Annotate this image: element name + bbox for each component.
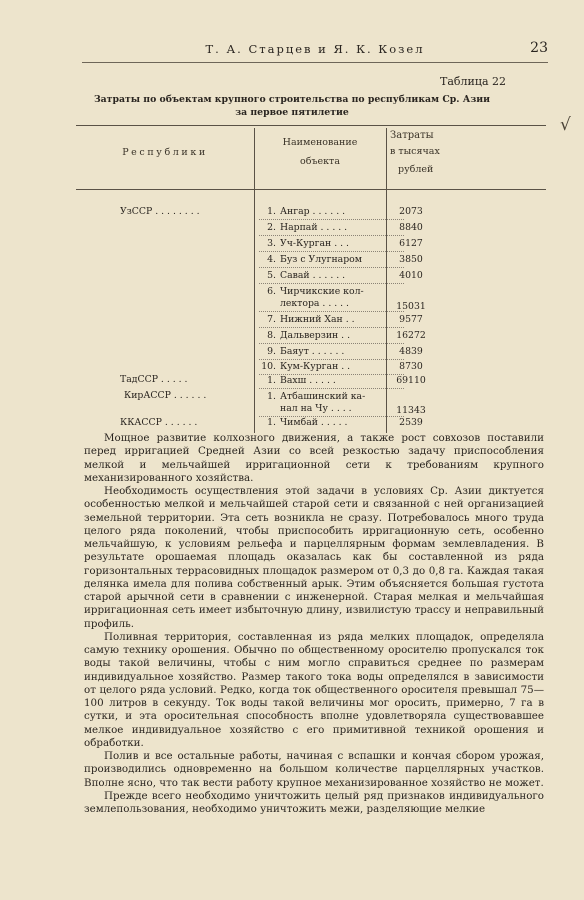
- object-name: Дальверзин . .: [280, 330, 351, 341]
- running-title: Т. А. Старцев и Я. К. Козел: [205, 42, 425, 56]
- header-object-line-1: Наименование: [282, 137, 358, 148]
- cost-value: 11343: [396, 405, 426, 416]
- object-name-continuation: нал на Чу . . . .: [280, 403, 352, 414]
- paragraph: Полив и все остальные работы, начиная с вспашки и кончая сбором урожая, производились одновременно на большом количестве парцеллярных участков. Вполне ясно, что так вести работу крупное механизированное хозяйство не может.: [84, 750, 544, 789]
- paragraph: Мощное развитие колхозного движения, а также рост совхозов поставили перед ирригацией Средней Азии со всей резкостью задачу приспособления мелкой и мельчайшей ирригационной сети к требованиям крупного механизированного хозяйства.: [84, 432, 544, 484]
- page-number: 23: [530, 40, 548, 56]
- cost-value: 8840: [399, 222, 423, 233]
- row-number: 6.: [267, 286, 276, 297]
- object-name: Ангар . . . . . .: [280, 206, 346, 217]
- paragraph: Прежде всего необходимо уничтожить целый ряд признаков индивидуального землепользования, необходимо уничтожить межи, разделяющие мелкие: [84, 789, 544, 815]
- cost-value: 2073: [399, 206, 423, 217]
- running-header: [82, 42, 548, 63]
- row-number: 2.: [267, 222, 276, 233]
- row-number: 5.: [267, 270, 276, 281]
- row-separator: [259, 359, 404, 360]
- row-number: 1.: [267, 417, 276, 428]
- table-header-rule: [76, 189, 546, 190]
- republic-name: ККАССР . . . . . .: [120, 417, 198, 428]
- cost-value: 8730: [399, 361, 423, 372]
- header-republics: Республики: [122, 147, 208, 158]
- row-separator: [259, 267, 404, 268]
- row-separator: [259, 311, 404, 312]
- row-number: 8.: [267, 330, 276, 341]
- row-separator: [259, 219, 404, 220]
- row-separator: [259, 343, 404, 344]
- cost-value: 3850: [399, 254, 423, 265]
- row-separator: [259, 327, 404, 328]
- row-number: 4.: [267, 254, 276, 265]
- row-number: 3.: [267, 238, 276, 249]
- republic-name: ТадССР . . . . .: [120, 374, 188, 385]
- row-number: 7.: [267, 314, 276, 325]
- cost-value: 6127: [399, 238, 423, 249]
- table-caption-line-1: Затраты по объектам крупного строительства по республикам Ср. Азии: [93, 94, 491, 105]
- body-text: [84, 432, 544, 816]
- object-name: Кум-Курган . .: [280, 361, 351, 372]
- object-name: Баяут . . . . . .: [280, 346, 345, 357]
- row-separator: [259, 283, 404, 284]
- table-column-divider: [254, 128, 255, 433]
- cost-value: 4839: [399, 346, 423, 357]
- cost-value: 69110: [396, 375, 426, 386]
- row-number: 1.: [267, 375, 276, 386]
- row-number: 9.: [267, 346, 276, 357]
- object-name: Чимбай . . . . .: [280, 417, 348, 428]
- cost-value: 15031: [396, 301, 426, 312]
- row-number: 1.: [267, 391, 276, 402]
- header-cost-line-3: рублей: [398, 164, 434, 175]
- object-name-continuation: лектора . . . . .: [280, 298, 350, 309]
- table-top-rule: [76, 125, 546, 126]
- row-number: 10.: [261, 361, 276, 372]
- check-mark-icon: √: [560, 115, 571, 135]
- object-name: Вахш . . . . .: [280, 375, 336, 386]
- cost-value: 4010: [399, 270, 423, 281]
- row-number: 1.: [267, 206, 276, 217]
- object-name: Буз с Улугнаром: [280, 254, 362, 265]
- republic-name: КирАССР . . . . . .: [124, 390, 207, 401]
- header-object-line-2: объекта: [300, 156, 340, 167]
- paragraph: Необходимость осуществления этой задачи в условиях Ср. Азии диктуется особенностью мелкой и мельчайшей старой сети и связанной с ней организацией земельной территории. Эта сеть возникла не сразу. Потребовалось много труда целого ряда поколений, чтобы приспособить ирригационную сеть, особенно мельчайшую, к условиям рельефа и парцеллярным формам землевладения. В результате орошаемая площадь оказалась как бы составленной из ряда горизонтальных террасовидных площадок размером от 0,3 до 0,8 га. Каждая такая делянка имела для полива собственный арык. Этим объясняется большая густота старой арычной сети в сравнении с инженерной. Старая мелкая и мельчайшая ирригационная сеть имеет избыточную длину, извилистую трассу и неправильный профиль.: [84, 485, 544, 630]
- object-name: Чирчикские кол-: [280, 286, 364, 297]
- cost-value: 16272: [396, 330, 426, 341]
- row-separator: [259, 251, 404, 252]
- table-caption-line-2: за первое пятилетие: [235, 107, 349, 118]
- row-separator: [259, 388, 404, 389]
- cost-table: [76, 125, 546, 435]
- object-name: Нижний Хан . .: [280, 314, 355, 325]
- cost-value: 9577: [399, 314, 423, 325]
- object-name: Савай . . . . . .: [280, 270, 346, 281]
- cost-value: 2539: [399, 417, 423, 428]
- object-name: Атбашинский ка-: [280, 391, 366, 402]
- table-caption: [70, 93, 514, 119]
- row-separator: [259, 235, 404, 236]
- object-name: Уч-Курган . . .: [280, 238, 349, 249]
- paragraph: Поливная территория, составленная из ряда мелких площадок, определяла самую технику орошения. Обычно по общественному оросителю пропускался ток воды такой величины, чтобы с ним могло справиться среднее по размерам индивидуальное хозяйство. Размер такого тока воды определялся в зависимости от целого ряда условий. Редко, когда ток общественного оросителя превышал 75—100 литров в секунду. Ток воды такой величины мог оросить, примерно, 7 га в сутки, и эта оросительная способность вполне удовлетворяла существовавшее мелкое индивидуальное хозяйство с его примитивной техникой орошения и обработки.: [84, 630, 544, 749]
- object-name: Нарпай . . . . .: [280, 222, 348, 233]
- table-label: Таблица 22: [440, 75, 506, 88]
- republic-name: УзССР . . . . . . . .: [120, 206, 200, 217]
- header-cost-line-2: в тысячах: [390, 146, 440, 157]
- header-cost-line-1: Затраты: [390, 130, 434, 141]
